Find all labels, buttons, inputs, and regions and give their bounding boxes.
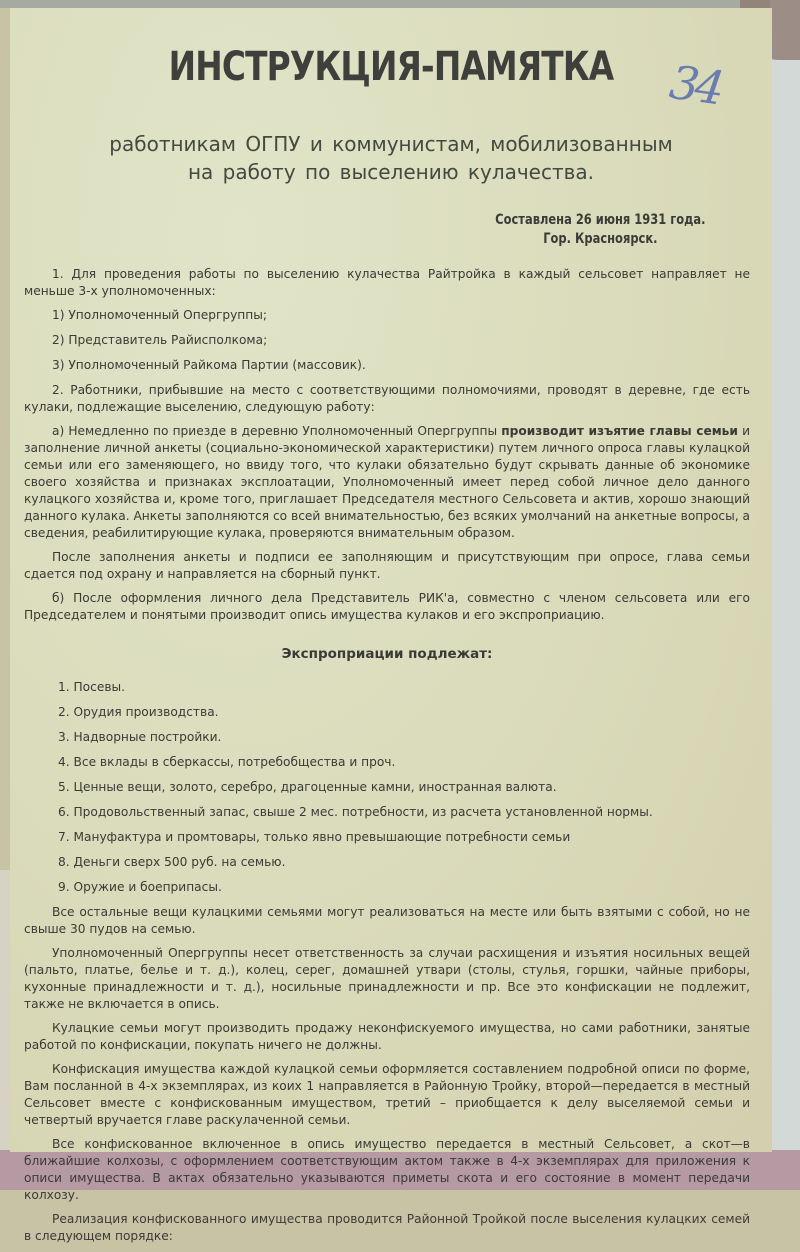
document-page bbox=[10, 8, 772, 1243]
paragraph-transfer: Все конфискованное включенное в опись имущество передается в местный Сельсовет, а скот—в ближайшие колхозы, с оформлением соответствующим актом также в 4-х экземплярах для приложения к описи имущества. В актах обязательно указываются приметы скота и его состояние в момент передачи колхозу. bbox=[24, 1137, 750, 1202]
expropriation-item: 9. Оружие и боеприпасы. bbox=[58, 880, 222, 894]
document-body bbox=[24, 266, 750, 1252]
expropriation-item: 4. Все вклады в сберкассы, потребобщества и проч. bbox=[58, 755, 396, 769]
document-title: ИНСТРУКЦИЯ-ПАМЯТКА bbox=[168, 44, 614, 90]
paragraph-2: 2. Работники, прибывшие на место с соответствующими полномочиями, проводят в деревне, где есть кулаки, подлежащие выселению, следующую работу: bbox=[24, 383, 750, 414]
expropriation-item: 3. Надворные постройки. bbox=[58, 730, 222, 744]
document-subtitle bbox=[10, 130, 772, 186]
paragraph-a-bold: производит изъятие главы семьи bbox=[501, 424, 738, 438]
subtitle-line-2: на работу по выселению кулачества. bbox=[187, 160, 595, 184]
section-heading: Экспроприации подлежат: bbox=[281, 646, 493, 662]
list-item: 2) Представитель Райисполкома; bbox=[52, 333, 268, 347]
paragraph-realization: Реализация конфискованного имущества проводится Районной Тройкой после выселения кулацких семей в следующем порядке: bbox=[24, 1212, 750, 1243]
paragraph-1: 1. Для проведения работы по выселению кулачества Райтройка в каждый сельсовет направляет не меньше 3-х уполномоченных: bbox=[24, 267, 750, 298]
expropriation-item: 6. Продовольственный запас, свыше 2 мес. потребности, из расчета установленной нормы. bbox=[58, 805, 653, 819]
paragraph-sale: Кулацкие семьи могут производить продажу неконфискуемого имущества, но сами работники, занятые работой по конфискации, покупать ничего не должны. bbox=[24, 1021, 750, 1052]
paragraph-confiscation: Конфискация имущества каждой кулацкой семьи оформляется составлением подробной описи по форме, Вам посланной в 4-х экземплярах, из коих 1 направляется в Районную Тройку, второй—передается в местный Сельсовет вместе с конфискованным имуществом, третий – приобщается к делу выселяемой семьи и четвертый вручается главе раскулаченной семьи. bbox=[24, 1062, 750, 1127]
expropriation-item: 5. Ценные вещи, золото, серебро, драгоценные камни, иностранная валюта. bbox=[58, 780, 557, 794]
paragraph-after-survey: После заполнения анкеты и подписи ее заполняющим и присутствующим при опросе, глава семьи сдается под охрану и направляется на сборный пункт. bbox=[24, 550, 750, 581]
paragraph-responsibility: Уполномоченный Опергруппы несет ответственность за случаи расхищения и изъятия носильных вещей (пальто, платье, белье и т. д.), колец, серег, домашней утвари (столы, стулья, горшки, чайные приборы, кухонные принадлежности и т. д.), носильные принадлежности и пр. Все это конфискации не подлежит, также не включается в опись. bbox=[24, 946, 750, 1011]
expropriation-item: 7. Мануфактура и промтовары, только явно превышающие потребности семьи bbox=[58, 830, 571, 844]
scan-backdrop-top bbox=[0, 0, 800, 8]
compiled-place: Гор. Красноярск. bbox=[543, 231, 658, 247]
paragraph-a-rest: и заполнение личной анкеты (социально-экономической характеристики) путем личного опроса главы кулацкой семьи или его заменяющего, но ввиду того, что кулаки обязательно будут скрывать данные об экономике своего хозяйства и признаках эксплоатации, Уполномоченный имеет перед собой личное дело данного кулацкого хозяйства и, кроме того, приглашает Председателя местного Сельсовета и актив, хорошо знающий данного кулака. Анкеты заполняются со всей внимательностью, без всяких умолчаний на анкетные вопросы, а сведения, реабилитирующие кулака, проверяются внимательным образом. bbox=[24, 424, 750, 540]
subtitle-line-1: работникам ОГПУ и коммунистам, мобилизованным bbox=[109, 132, 673, 156]
expropriation-item: 8. Деньги сверх 500 руб. на семью. bbox=[58, 855, 286, 869]
list-item: 1) Уполномоченный Опергруппы; bbox=[52, 308, 267, 322]
compiled-note bbox=[496, 211, 706, 249]
paragraph-a bbox=[24, 423, 750, 542]
paragraph-rest-items: Все остальные вещи кулацкими семьями могут реализоваться на месте или быть взятыми с собой, но не свыше 30 пудов на семью. bbox=[24, 905, 750, 936]
expropriation-item: 1. Посевы. bbox=[58, 680, 126, 694]
list-item: 3) Уполномоченный Райкома Партии (массовик). bbox=[52, 358, 366, 372]
paragraph-b: б) После оформления личного дела Представитель РИК'а, совместно с членом сельсовета или его Председателем и понятыми производит опись имущества кулаков и его экспроприацию. bbox=[24, 591, 750, 622]
paragraph-a-lead: а) Немедленно по приезде в деревню Уполномоченный Опергруппы bbox=[52, 424, 502, 438]
expropriation-item: 2. Орудия производства. bbox=[58, 705, 219, 719]
scan-backdrop-right bbox=[770, 0, 800, 1190]
handwritten-folio-number: 34 bbox=[666, 54, 725, 116]
compiled-date: Составлена 26 июня 1931 года. bbox=[495, 212, 706, 228]
